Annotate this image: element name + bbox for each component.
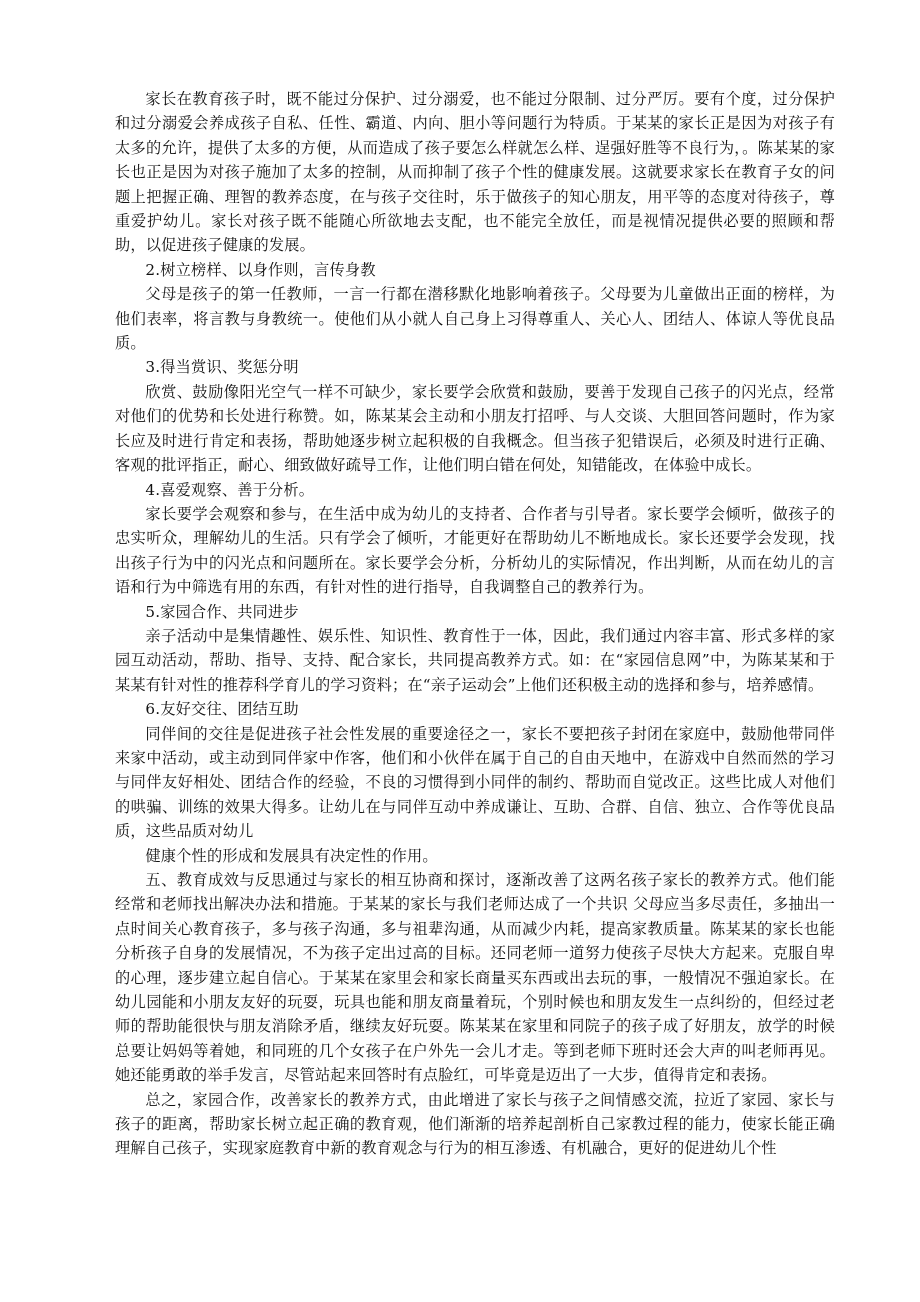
paragraph-observation: 家长要学会观察和参与，在生活中成为幼儿的支持者、合作者与引导者。家长要学会倾听，做孩子的忠实听众，理解幼儿的生活。只有学会了倾听，才能更好在帮助幼儿不断地成长。家长还要学会发现，找出孩子行为中的闪光点和问题所在。家长要学会分析，分析幼儿的实际情况，作出判断，从而在幼儿的言语和行为中筛选有用的东西，有针对性的进行指导，自我调整自己的教养行为。	[115, 504, 835, 597]
document-body	[115, 87, 835, 1161]
paragraph-peer-interaction: 同伴间的交往是促进孩子社会性发展的重要途径之一，家长不要把孩子封闭在家庭中，鼓励他带同伴来家中活动，或主动到同伴家中作客，他们和小伙伴在属于自己的自由天地中，在游戏中自然而然的学习与同伴友好相处、团结合作的经验，不良的习惯得到小同伴的制约、帮助而自觉改正。这些比成人对他们的哄骗、训练的效果大得多。让幼儿在与同伴互动中养成谦让、互助、合群、自信、独立、合作等优良品质，这些品质对幼儿	[115, 724, 835, 841]
paragraph-appreciation: 欣赏、鼓励像阳光空气一样不可缺少，家长要学会欣赏和鼓励，要善于发现自己孩子的闪光点，经常对他们的优势和长处进行称赞。如，陈某某会主动和小朋友打招呼、与人交谈、大胆回答问题时，作为家长应及时进行肯定和表扬，帮助她逐步树立起积极的自我概念。但当孩子犯错误后，必须及时进行正确、客观的批评指正，耐心、细致做好疏导工作，让他们明白错在何处，知错能改，在体验中成长。	[115, 382, 835, 475]
paragraph-conclusion: 总之，家园合作，改善家长的教养方式，由此增进了家长与孩子之间情感交流，拉近了家园、家长与孩子的距离，帮助家长树立起正确的教育观，他们渐渐的培养起剖析自己家教过程的能力，使家长能正确理解自己孩子，实现家庭教育中新的教育观念与行为的相互渗透、有机融合，更好的促进幼儿个性	[115, 1090, 835, 1158]
section-heading-5: 5.家园合作、共同进步	[145, 602, 299, 621]
section-heading-3: 3.得当赏识、奖惩分明	[145, 358, 299, 377]
paragraph-role-model: 父母是孩子的第一任教师，一言一行都在潜移默化地影响着孩子。父母要为儿童做出正面的榜样，为他们表率，将言教与身教统一。使他们从小就人自己身上习得尊重人、关心人、团结人、体谅人等优良品质。	[115, 285, 835, 353]
paragraph-personality: 健康个性的形成和发展具有决定性的作用。	[145, 846, 438, 865]
paragraph-outcomes-reflection: 五、教育成效与反思通过与家长的相互协商和探讨，逐渐改善了这两名孩子家长的教养方式。他们能经常和老师找出解决办法和措施。于某某的家长与我们老师达成了一个共识 父母应当多尽责任，多抽出一点时间关心教育孩子，多与孩子沟通，多与祖辈沟通，从而减少内耗，提高家教质量。陈某某的家长也能分析孩子自身的发展情况，不为孩子定出过高的目标。还同老师一道努力使孩子尽快大方起来。克服自卑的心理，逐步建立起自信心。于某某在家里会和家长商量买东西或出去玩的事，一般情况不强迫家长。在幼儿园能和小朋友友好的玩耍，玩具也能和朋友商量着玩，个别时候也和朋友发生一点纠纷的，但经过老师的帮助能很快与朋友消除矛盾，继续友好玩耍。陈某某在家里和同院子的孩子成了好朋友，放学的时候总要让妈妈等着她，和同班的几个女孩子在户外先一会儿才走。等到老师下班时还会大声的叫老师再见。她还能勇敢的举手发言，尽管站起来回答时有点脸红，可毕竟是迈出了一大步，值得肯定和表扬。	[115, 871, 835, 1085]
section-heading-4: 4.喜爱观察、善于分析。	[145, 480, 315, 499]
paragraph-home-school: 亲子活动中是集情趣性、娱乐性、知识性、教育性于一体，因此，我们通过内容丰富、形式多样的家园互动活动，帮助、指导、支持、配合家长，共同提高教养方式。如：在“家园信息网”中，为陈某某和于某某有针对性的推荐科学育儿的学习资料；在“亲子运动会”上他们还积极主动的选择和参与，培养感情。	[115, 626, 835, 694]
section-heading-2: 2.树立榜样、以身作则，言传身教	[145, 260, 376, 279]
paragraph-parenting-attitude: 家长在教育孩子时，既不能过分保护、过分溺爱，也不能过分限制、过分严厉。要有个度，过分保护和过分溺爱会养成孩子自私、任性、霸道、内向、胆小等问题行为特质。于某某的家长正是因为对孩子有太多的允许，提供了太多的方便，从而造成了孩子要怎么样就怎么样、逞强好胜等不良行为，。陈某某的家长也正是因为对孩子施加了太多的控制，从而抑制了孩子个性的健康发展。这就要求家长在教育子女的问题上把握正确、理智的教养态度，在与孩子交往时，乐于做孩子的知心朋友，用平等的态度对待孩子，尊重爱护幼儿。家长对孩子既不能随心所欲地去支配，也不能完全放任，而是视情况提供必要的照顾和帮助，以促进孩子健康的发展。	[115, 90, 835, 255]
section-heading-6: 6.友好交往、团结互助	[145, 700, 299, 719]
